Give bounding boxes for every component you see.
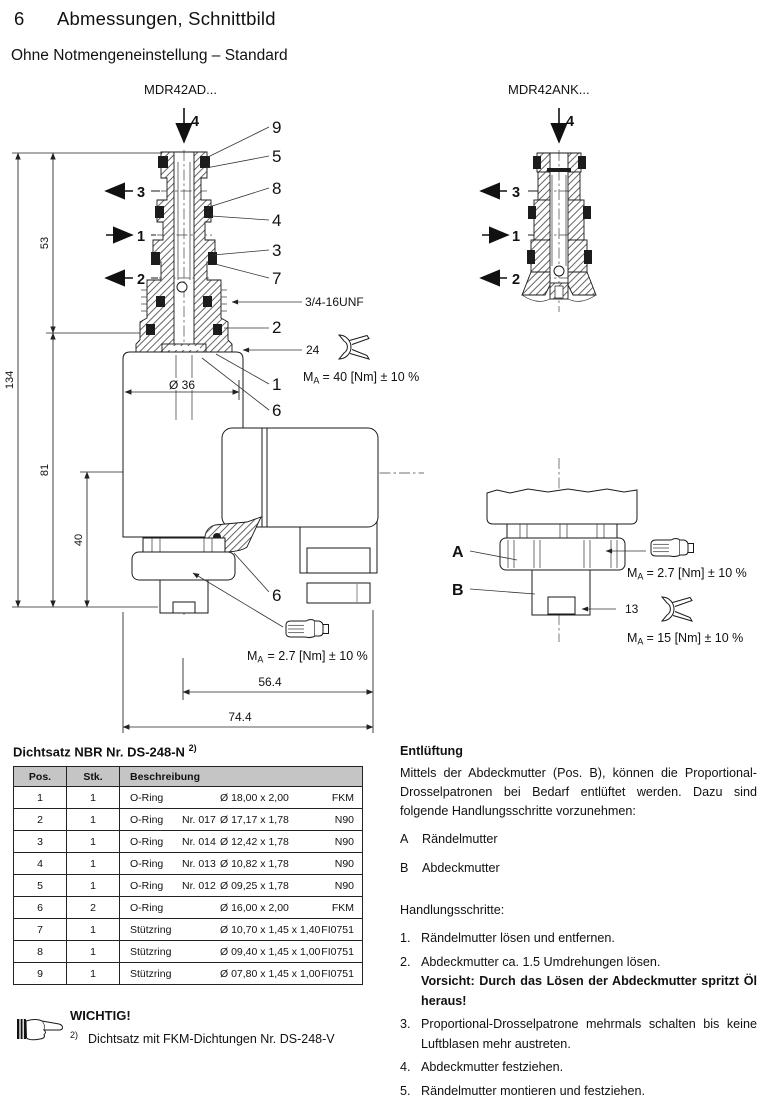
part-legend	[400, 830, 757, 879]
torque-wrench-label: $M_A = 40$ [Nm] ± 10 %	[303, 370, 420, 386]
callout-3: 3	[272, 241, 282, 260]
torque-hand-label: $M_A = 2.7$ [Nm] ± 10 %	[627, 566, 747, 582]
solenoid-coil	[222, 428, 378, 527]
step-item: 5. Rändelmutter montieren und festziehen.	[400, 1083, 646, 1098]
torque-wrench-label: $M_A = 15$ [Nm] ± 10 %	[627, 631, 744, 647]
footnote-ref: 2)	[188, 743, 197, 753]
table-row: 9 1 Stützring Ø 07,80 x 1,45 x 1,00 FI0751	[14, 963, 363, 985]
port-4-label: 4	[566, 114, 575, 130]
dim-134: 134	[4, 370, 16, 390]
steps-list	[400, 929, 757, 1101]
connector-nut	[307, 583, 370, 603]
legend-item-a: A Rändelmutter	[400, 831, 498, 846]
callout-1: 1	[272, 375, 282, 394]
table-row: 4 1 O-Ring Nr. 013 Ø 10,82 x 1,78 N90	[14, 853, 363, 875]
dim-81: 81	[39, 463, 51, 477]
figure-label-mdr42ad: MDR42AD...	[144, 82, 217, 97]
port-3-label: 3	[137, 185, 146, 201]
table-row: 1 1 O-Ring Ø 18,00 x 2,00 FKM	[14, 787, 363, 809]
dim-53: 53	[39, 236, 51, 250]
callout-6-top: 6	[272, 401, 282, 420]
footnote-marker: 2)	[70, 1030, 79, 1040]
venting-section	[400, 742, 757, 1105]
wrench-icon	[662, 597, 692, 621]
important-note	[16, 1008, 335, 1046]
callout-5: 5	[272, 147, 282, 166]
lower-assembly	[487, 489, 637, 615]
dim-40: 40	[73, 533, 85, 547]
seal-table	[13, 766, 363, 985]
callout-7: 7	[272, 269, 282, 288]
footnote: $^{2)}$ Dichtsatz mit FKM-Dichtungen Nr. DS-248-V	[70, 1030, 335, 1047]
torque-hand-label: $M_A = 2.7$ [Nm] ± 10 %	[247, 649, 368, 665]
hand-tighten-icon	[651, 539, 694, 557]
diagram-mdr42ank	[430, 98, 766, 658]
table-row: 6 2 O-Ring Ø 16,00 x 2,00 FKM	[14, 897, 363, 919]
label-a: A	[452, 544, 464, 561]
subtitle: Ohne Notmengeneinstellung – Standard	[11, 47, 288, 64]
table-row: 2 1 O-Ring Nr. 017 Ø 17,17 x 1,78 N90	[14, 809, 363, 831]
knurled-nut	[132, 552, 235, 580]
port-3-label: 3	[512, 185, 521, 201]
diagram-mdr42ad	[0, 98, 430, 738]
table-row: 8 1 Stützring Ø 09,40 x 1,45 x 1,00 FI0751	[14, 941, 363, 963]
col-header-stk: Stk.	[67, 767, 120, 787]
label-b: B	[452, 582, 464, 599]
col-header-pos: Pos.	[14, 767, 67, 787]
hand-tighten-icon	[286, 620, 329, 638]
table-row: 3 1 O-Ring Nr. 014 Ø 12,42 x 1,78 N90	[14, 831, 363, 853]
callout-6-bottom: 6	[272, 586, 282, 605]
seal-table-title: Dichtsatz NBR Nr. DS-248-N $^{2)}$	[13, 743, 197, 760]
wrench-size-24: 24	[306, 343, 320, 357]
callout-4: 4	[272, 211, 282, 230]
step-item: 2. Abdeckmutter ca. 1.5 Umdrehungen lösen. Vorsicht: Durch das Lösen der Abdeckmutter spritzt Öl heraus!	[400, 954, 757, 1008]
dim-diameter: Ø 36	[168, 378, 196, 392]
section-title: Abmessungen, Schnittbild	[57, 8, 276, 29]
dim-56-4: 56.4	[258, 675, 282, 689]
page-title	[14, 8, 276, 30]
important-title: WICHTIG!	[70, 1008, 131, 1023]
table-row: 7 1 Stützring Ø 10,70 x 1,45 x 1,40 FI0751	[14, 919, 363, 941]
figure-label-mdr42ank: MDR42ANK...	[508, 82, 590, 97]
port-1-label: 1	[512, 229, 521, 245]
port-4-label: 4	[191, 114, 200, 130]
callout-9: 9	[272, 118, 282, 137]
legend-item-b: B Abdeckmutter	[400, 861, 500, 876]
steps-heading: Handlungsschritte:	[400, 903, 505, 918]
knurled-nut	[500, 538, 625, 570]
pointing-hand-icon	[16, 1014, 64, 1044]
col-header-beschreibung: Beschreibung	[120, 767, 363, 787]
thread-label: 3/4-16UNF	[305, 295, 364, 309]
table-row: 5 1 O-Ring Nr. 012 Ø 09,25 x 1,78 N90	[14, 875, 363, 897]
knurled-nut-assembly	[132, 538, 235, 613]
step-item: 1. Rändelmutter lösen und entfernen.	[400, 931, 615, 946]
manifold-block	[487, 489, 637, 524]
connector-block	[300, 522, 377, 603]
wrench-size-13: 13	[625, 602, 639, 616]
step-item: 4. Abdeckmutter festziehen.	[400, 1060, 564, 1075]
seal-kit-table-block	[13, 743, 365, 985]
warning-text: Vorsicht: Durch das Lösen der Abdeckmutter spritzt Öl heraus!	[421, 974, 757, 1008]
venting-heading: Entlüftung	[400, 744, 463, 758]
venting-intro: Mittels der Abdeckmutter (Pos. B), können die Proportional-Drosselpatronen bei Bedarf entlüftet werden. Dazu sind folgende Handlungsschritte vorzunehmen:	[400, 765, 757, 818]
section-number: 6	[14, 8, 25, 29]
callout-2: 2	[272, 318, 282, 337]
dim-74-4: 74.4	[228, 710, 252, 724]
table-header-row	[14, 767, 363, 787]
port-2-label: 2	[137, 272, 146, 288]
callout-8: 8	[272, 179, 282, 198]
wrench-icon	[339, 335, 369, 359]
port-2-label: 2	[512, 272, 521, 288]
port-1-label: 1	[137, 229, 146, 245]
step-item: 3. Proportional-Drosselpatrone mehrmals schalten bis keine Luftblasen mehr austreten.	[400, 1017, 757, 1051]
